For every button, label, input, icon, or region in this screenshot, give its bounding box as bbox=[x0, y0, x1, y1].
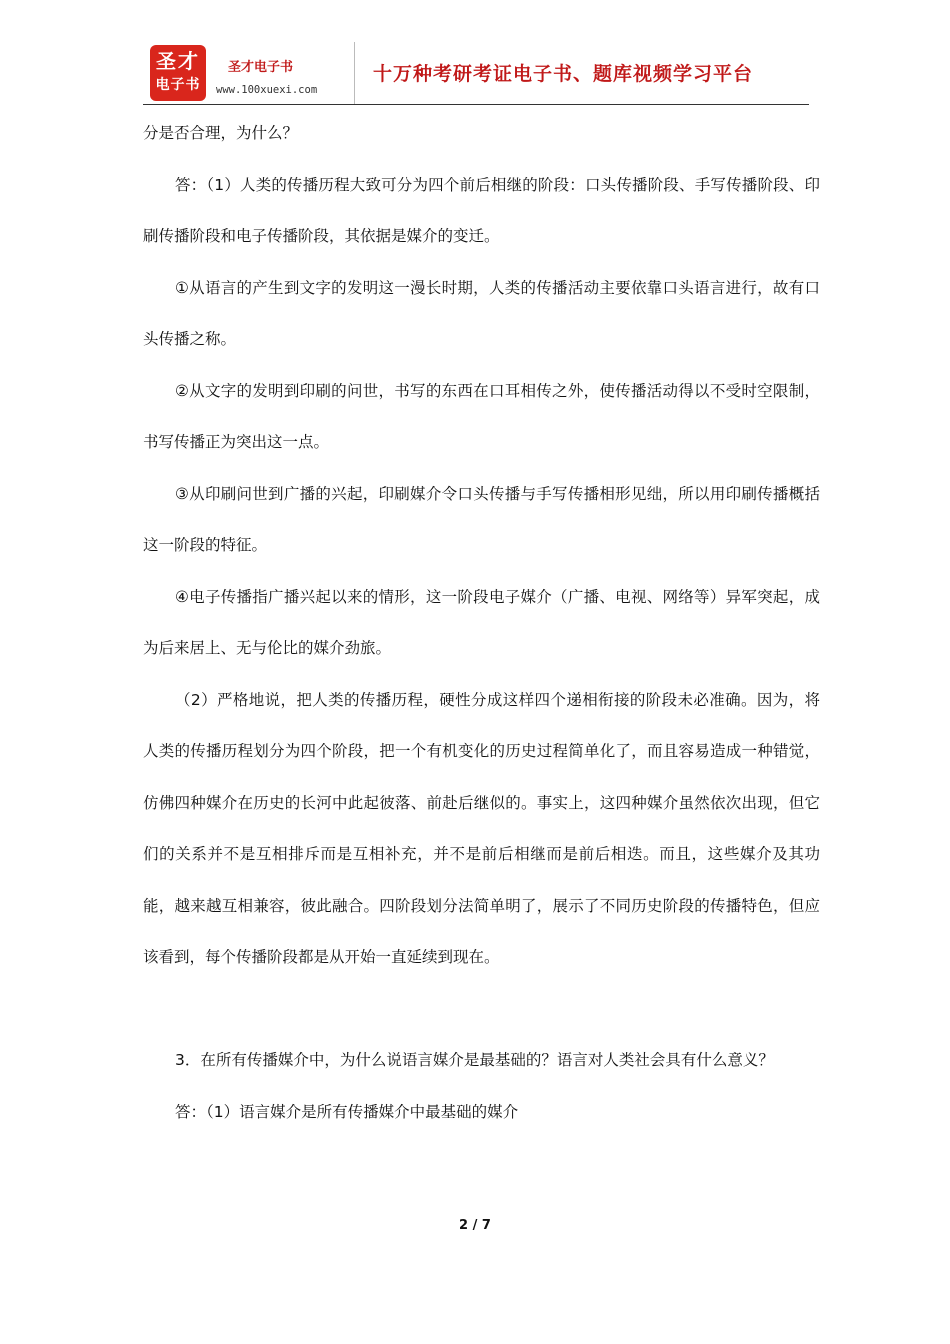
logo-top-text: 圣才 bbox=[156, 49, 200, 73]
paragraph: 分是否合理，为什么？ bbox=[143, 124, 299, 142]
paragraph: ①从语言的产生到文字的发明这一漫长时期，人类的传播活动主要依靠口头语言进行，故有口头传播之称。 bbox=[143, 278, 820, 348]
header-divider bbox=[354, 42, 355, 104]
page-number: 2 / 7 bbox=[459, 1218, 491, 1233]
header-slogan: 十万种考研考证电子书、题库视频学习平台 bbox=[373, 63, 754, 85]
paragraph: ④电子传播指广播兴起以来的情形，这一阶段电子媒介（广播、电视、网络等）异军突起，成为后来居上、无与伦比的媒介劲旅。 bbox=[143, 587, 820, 657]
paragraph: （2）严格地说，把人类的传播历程，硬性分成这样四个递相衔接的阶段未必准确。因为，将人类的传播历程划分为四个阶段，把一个有机变化的历史过程简单化了，而且容易造成一种错觉，仿佛四种媒介在历史的长河中此起彼落、前赴后继似的。事实上，这四种媒介虽然依次出现，但它们的关系并不是互相排斥而是互相补充，并不是前后相继而是前后相迭。而且，这些媒介及其功能，越来越互相兼容，彼此融合。四阶段划分法简单明了，展示了不同历史阶段的传播特色，但应该看到，每个传播阶段都是从开始一直延续到现在。 bbox=[143, 690, 820, 966]
paragraph: 答：（1）语言媒介是所有传播媒介中最基础的媒介 bbox=[175, 1102, 519, 1121]
page-header bbox=[143, 42, 809, 105]
paragraph: ③从印刷问世到广播的兴起，印刷媒介令口头传播与手写传播相形见绌，所以用印刷传播概括这一阶段的特征。 bbox=[143, 484, 820, 554]
paragraph: 答：（1）人类的传播历程大致可分为四个前后相继的阶段：口头传播阶段、手写传播阶段、印刷传播阶段和电子传播阶段，其依据是媒介的变迁。 bbox=[143, 175, 820, 245]
paragraph: ②从文字的发明到印刷的问世，书写的东西在口耳相传之外，使传播活动得以不受时空限制，书写传播正为突出这一点。 bbox=[143, 381, 820, 451]
logo-bottom-text: 电子书 bbox=[155, 77, 201, 93]
logo bbox=[150, 45, 206, 101]
document-body bbox=[143, 108, 820, 1138]
brand-url: www.100xuexi.com bbox=[216, 84, 318, 96]
paragraph-gap bbox=[143, 984, 820, 1036]
brand-name: 圣才电子书 bbox=[228, 60, 294, 75]
paragraph: 3．在所有传播媒介中，为什么说语言媒介是最基础的？语言对人类社会具有什么意义？ bbox=[175, 1051, 774, 1069]
